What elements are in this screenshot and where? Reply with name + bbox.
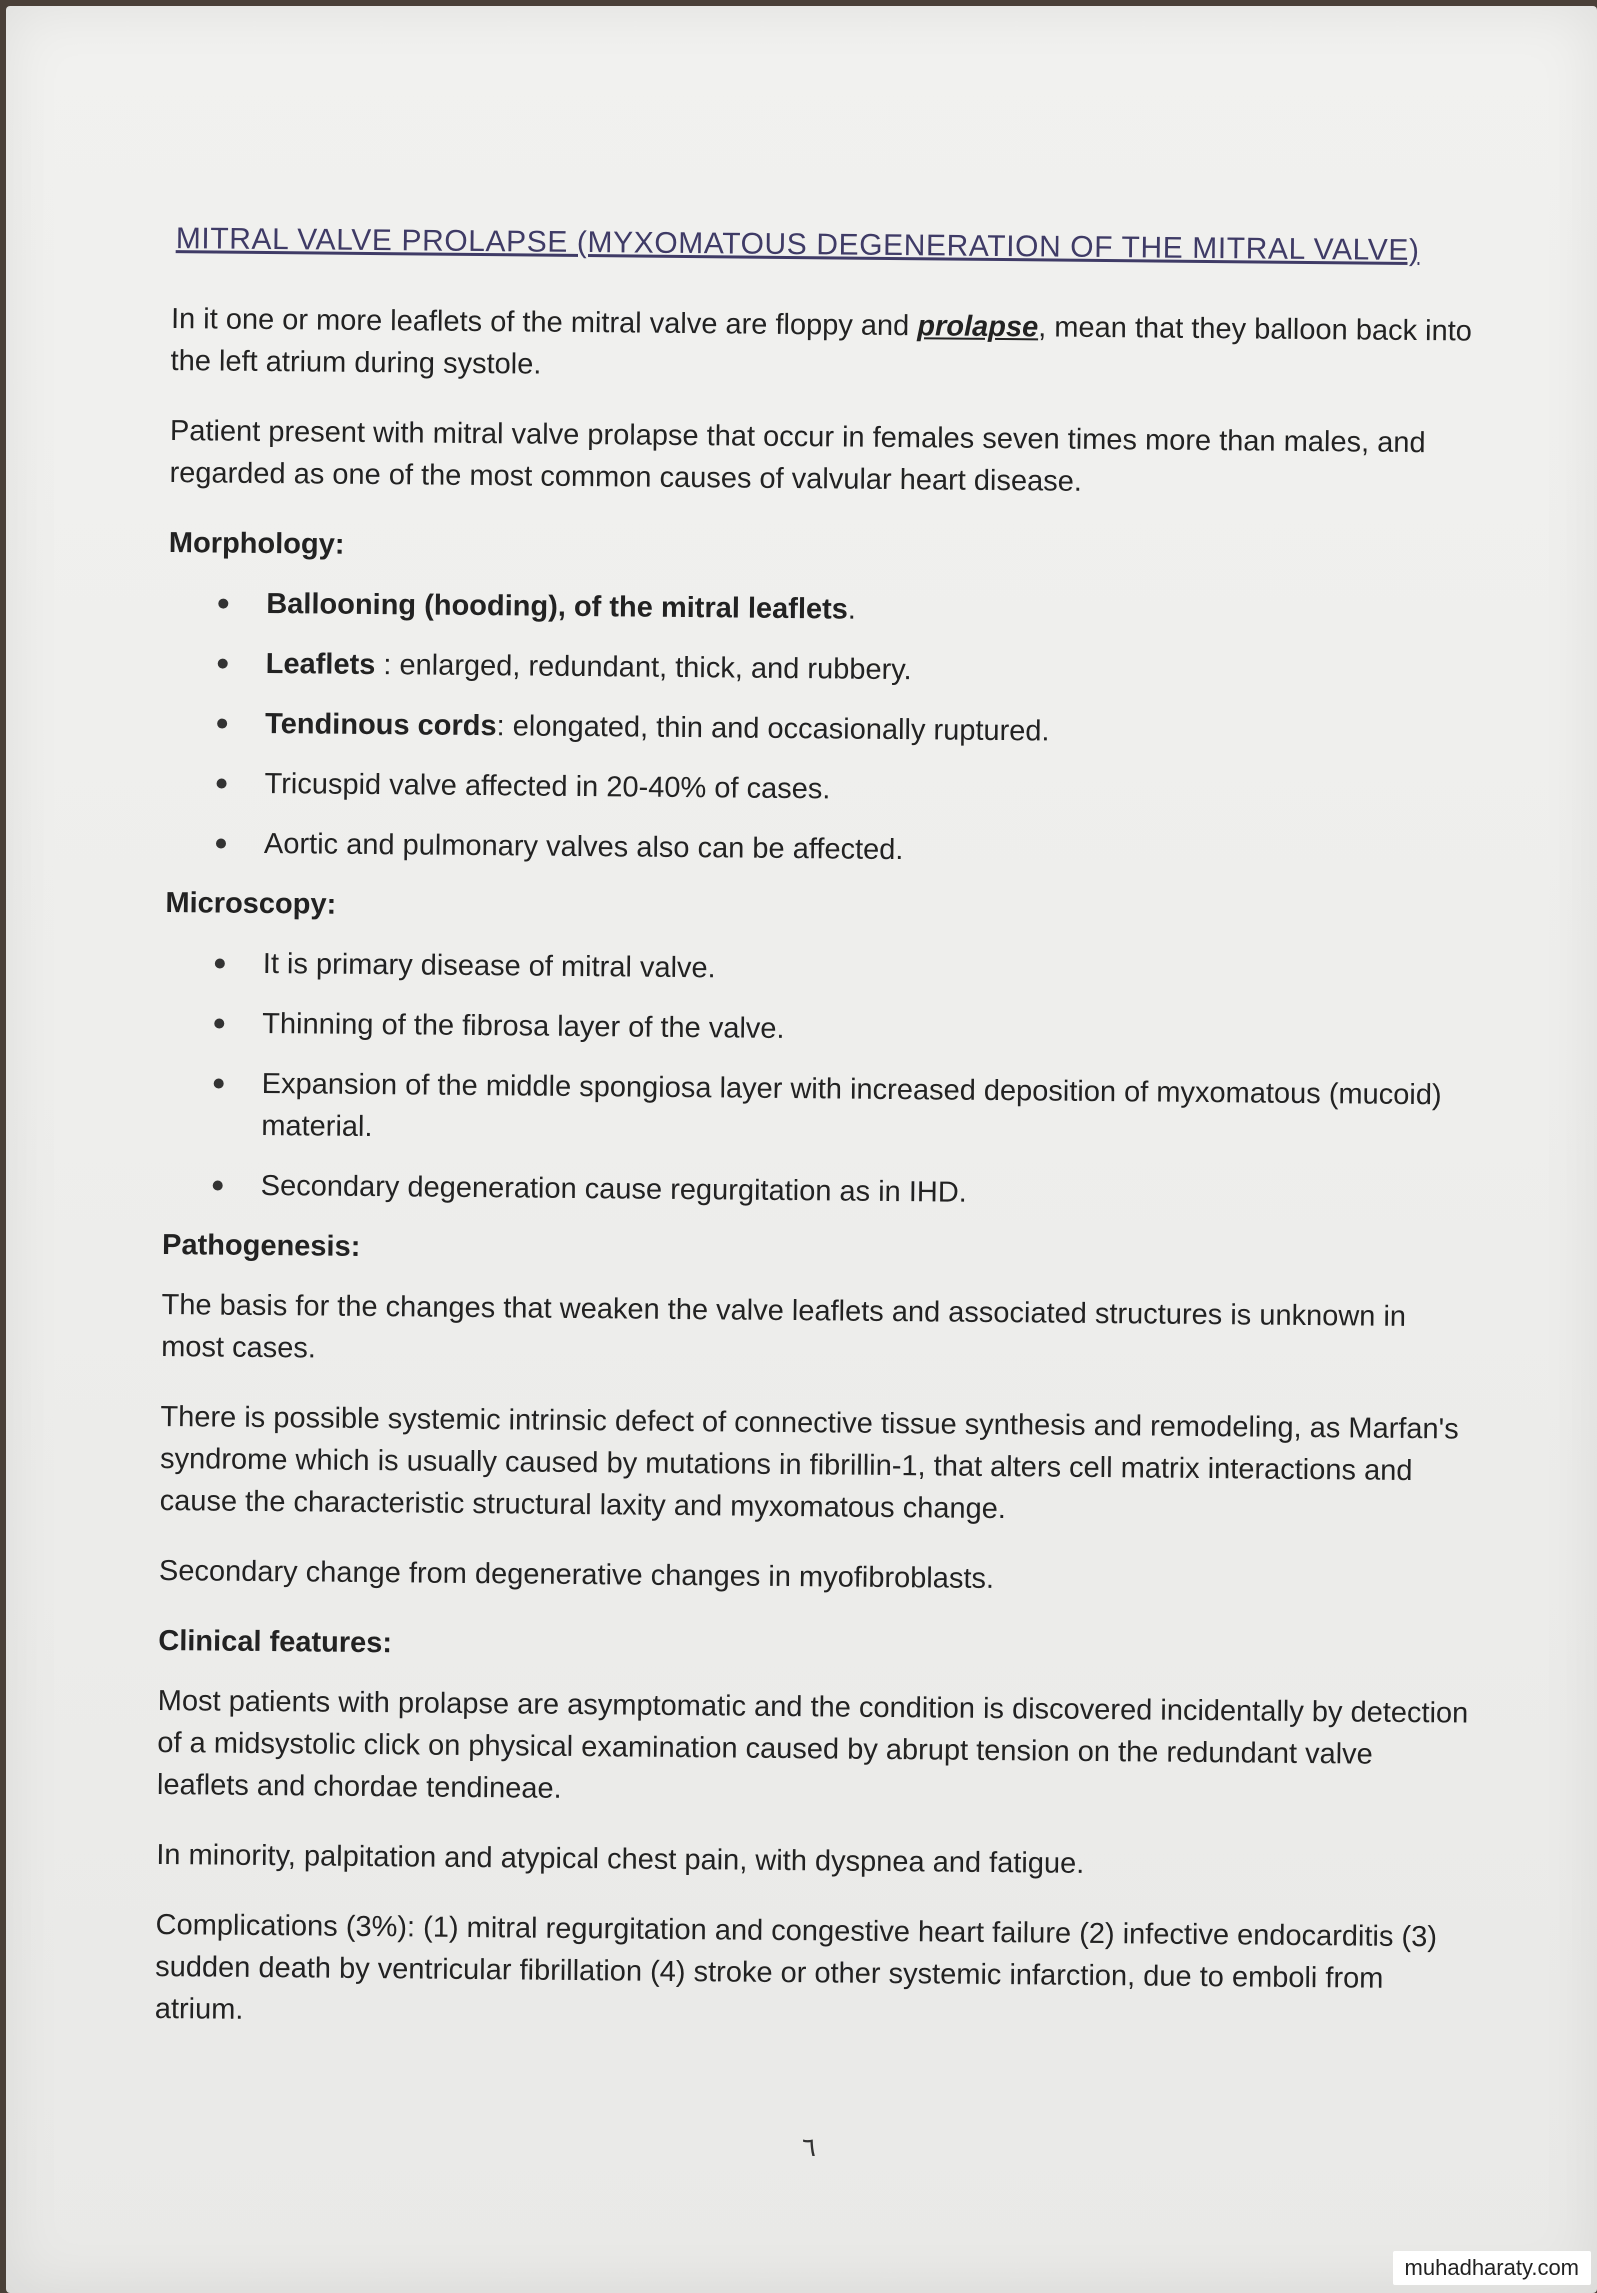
bold-term: Leaflets — [265, 647, 376, 682]
microscopy-list — [157, 942, 1479, 1219]
list-item: Secondary degeneration cause regurgitation as in IHD. — [257, 1165, 1477, 1219]
clinical-paragraph: Most patients with prolapse are asymptomatic and the condition is discovered incidentally by detection of a midsystolic click on physical examination caused by abrupt tension on the redundant valve leaflets and chordae tendineae. — [156, 1684, 1469, 1805]
bold-term: Tendinous cords — [264, 707, 497, 743]
document-title: MITRAL VALVE PROLAPSE (MYXOMATOUS DEGENERATION OF THE MITRAL VALVE) — [175, 222, 1420, 268]
intro-text-end: , mean that they balloon back into the left atrium during systole. — [170, 311, 1472, 381]
pathogenesis-paragraph: Secondary change from degenerative changes in myofibroblasts. — [158, 1554, 995, 1596]
pathogenesis-heading: Pathogenesis: — [161, 1229, 361, 1263]
pathogenesis-paragraph: The basis for the changes that weaken the valve leaflets and associated structures is unknown in most cases. — [161, 1289, 1407, 1365]
document-content — [148, 218, 1486, 2071]
list-item: Leaflets : enlarged, redundant, thick, and rubbery. — [262, 643, 1482, 697]
morphology-list — [160, 582, 1483, 877]
clinical-paragraph: Complications (3%): (1) mitral regurgitation and congestive heart failure (2) infective endocarditis (3) sudden death by ventricular fibrillation (4) stroke or other systemic infarction, due to emboli from atrium. — [154, 1908, 1438, 2026]
prolapse-keyword: prolapse — [917, 310, 1039, 344]
list-item: Tricuspid valve affected in 20-40% of cases. — [260, 763, 1480, 817]
list-item: Aortic and pulmonary valves also can be affected. — [260, 823, 1480, 877]
paper-page — [6, 6, 1597, 2293]
list-item: It is primary disease of mitral valve. — [259, 943, 1479, 997]
pathogenesis-paragraph: There is possible systemic intrinsic defect of connective tissue synthesis and remodeling, as Marfan's syndrome which is usually caused by mutations in fibrillin-1, that alters cell matrix interactions and cause the characteristic structural laxity and myxomatous change. — [159, 1401, 1459, 1526]
clinical-features-heading: Clinical features: — [158, 1624, 393, 1660]
intro-paragraph — [170, 298, 1485, 395]
microscopy-heading: Microscopy: — [165, 887, 337, 921]
page-number: ٦ — [802, 2132, 816, 2162]
list-item: Expansion of the middle spongiosa layer with increased deposition of myxomatous (mucoid) material. — [257, 1063, 1478, 1159]
list-item: Thinning of the fibrosa layer of the valve. — [258, 1003, 1478, 1057]
clinical-paragraph: In minority, palpitation and atypical chest pain, with dyspnea and fatigue. — [156, 1838, 1085, 1880]
morphology-heading: Morphology: — [168, 527, 345, 561]
site-watermark: muhadharaty.com — [1393, 2251, 1591, 2285]
prevalence-paragraph: Patient present with mitral valve prolapse that occur in females seven times more than males, and regarded as one of the most common causes of valvular heart disease. — [169, 415, 1426, 498]
intro-text-start: In it one or more leaflets of the mitral valve are floppy and — [170, 303, 918, 343]
list-item: Ballooning (hooding), of the mitral leaflets. — [262, 583, 1482, 637]
bold-term: Ballooning (hooding), of the mitral leaflets — [266, 587, 849, 626]
list-item: Tendinous cords: elongated, thin and occasionally ruptured. — [261, 703, 1481, 757]
